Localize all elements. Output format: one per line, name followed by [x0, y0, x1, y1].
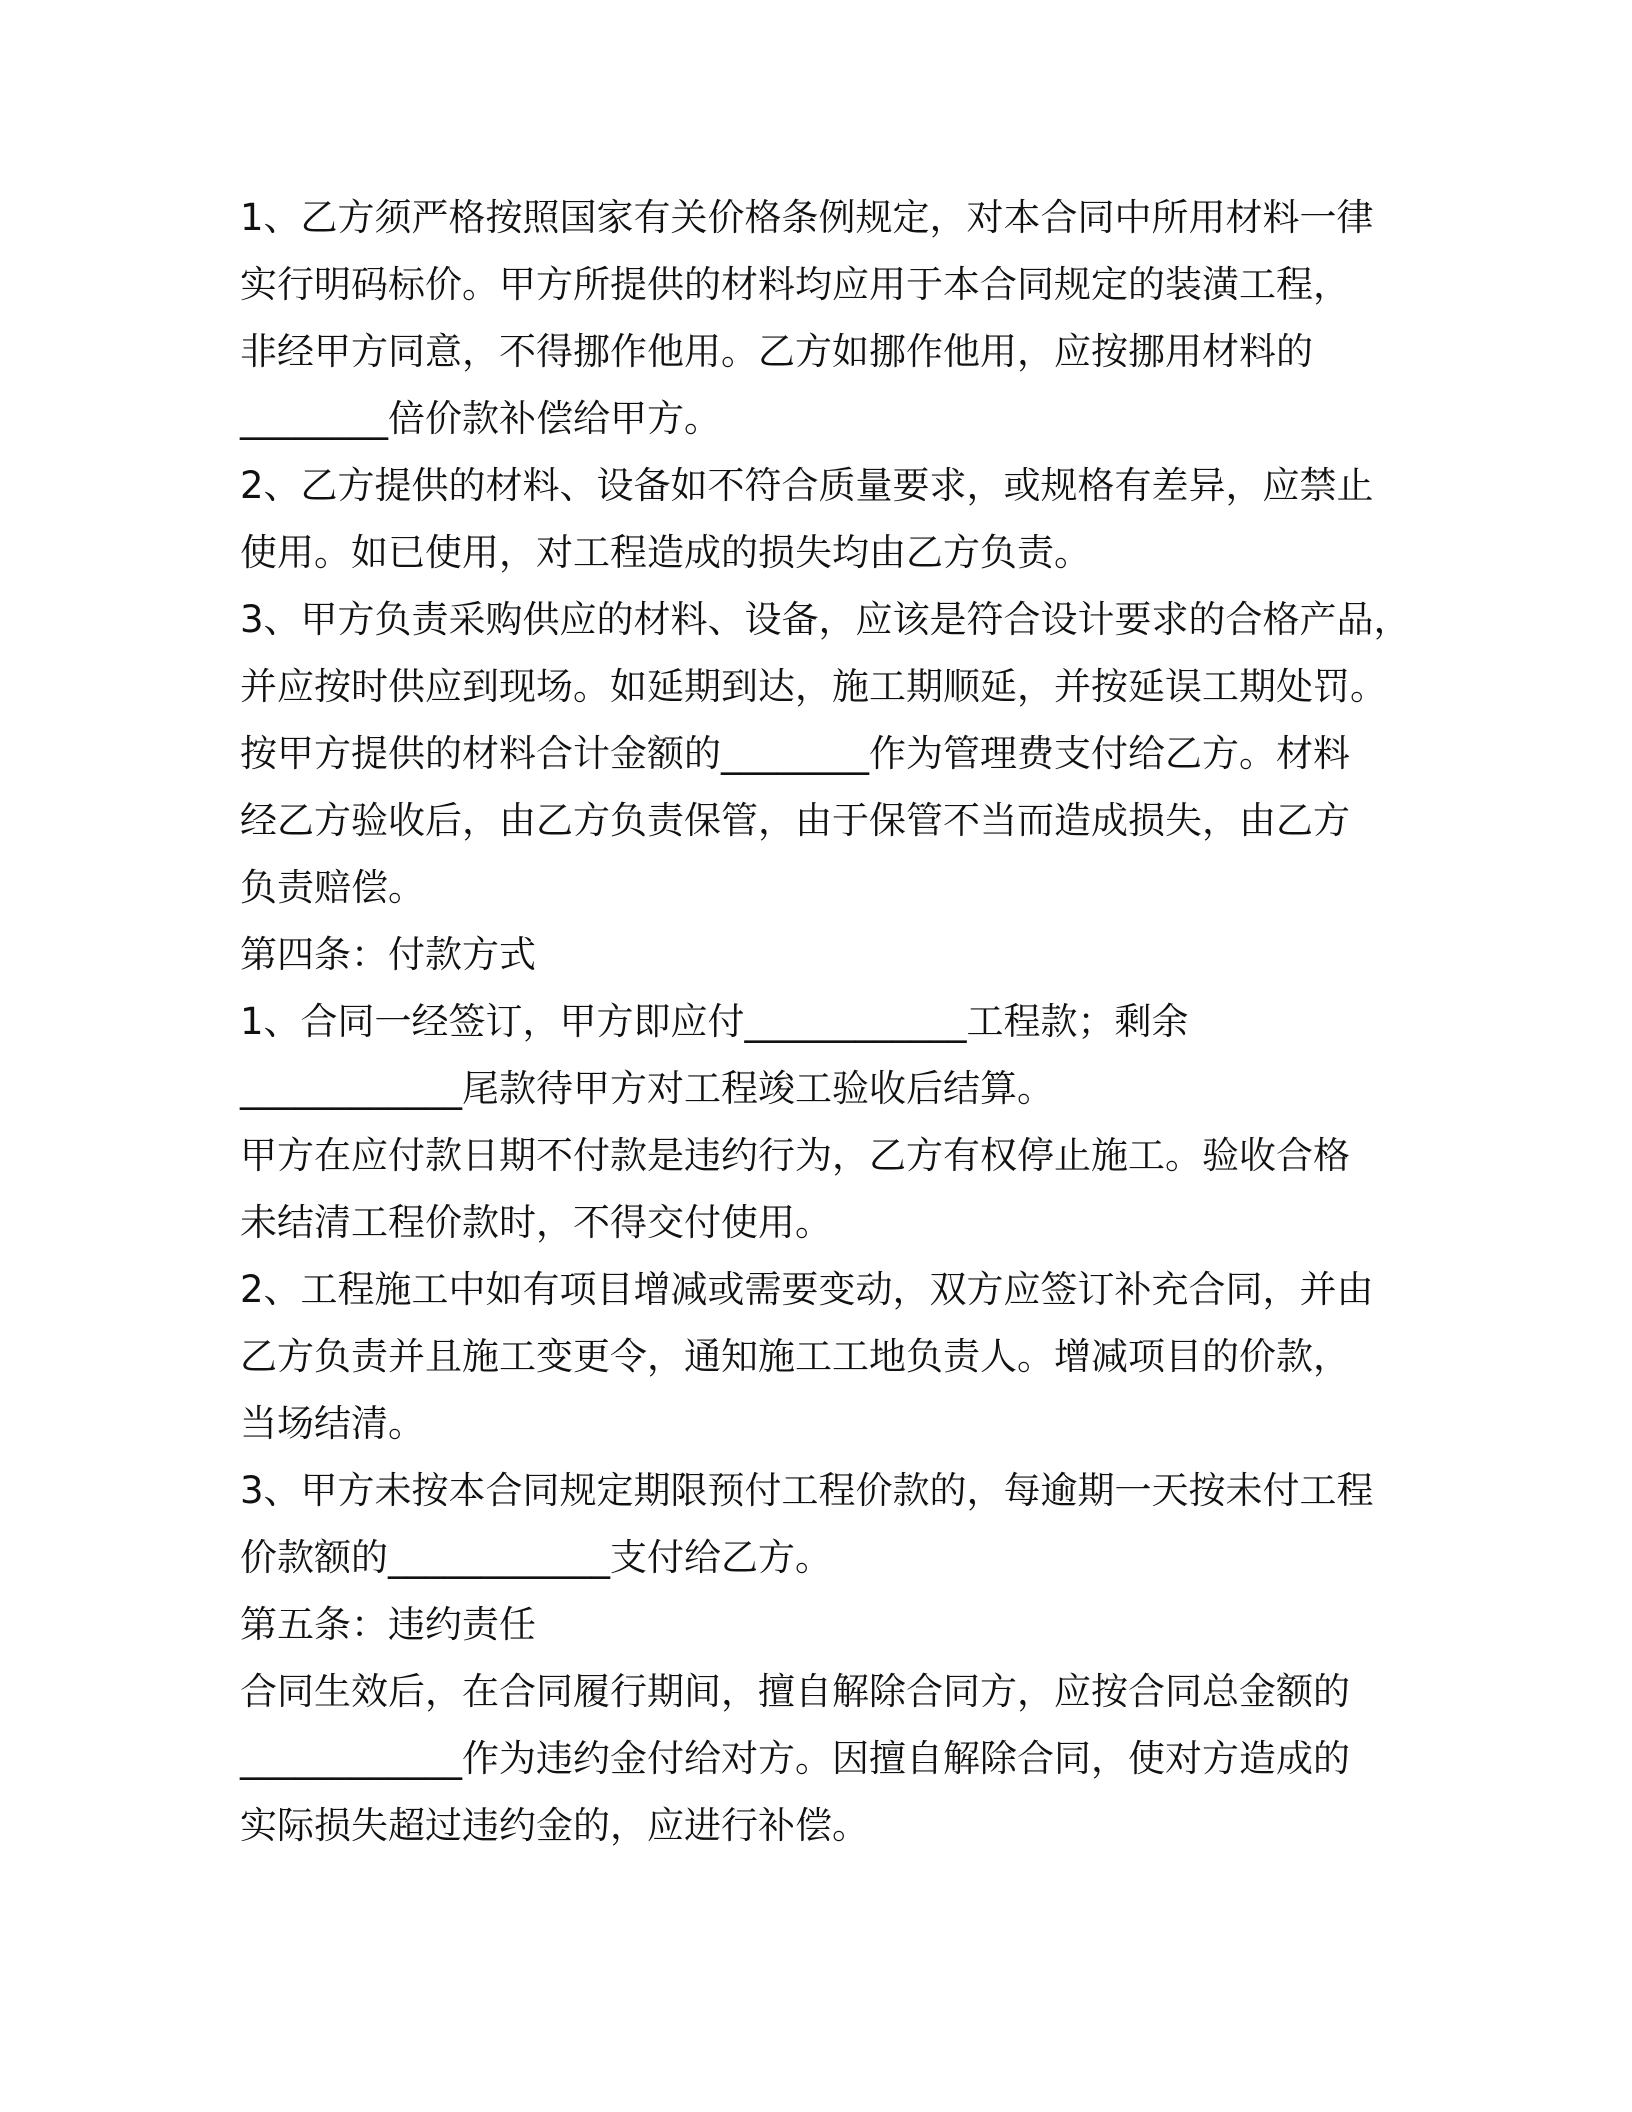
- text-line: 2、工程施工中如有项目增减或需要变动，双方应签订补充合同，并由: [240, 1268, 1374, 1311]
- text-line: 负责赔偿。: [240, 866, 425, 909]
- contract-text: [240, 184, 1480, 1859]
- text-line: 价款额的____________支付给乙方。: [240, 1536, 832, 1579]
- text-line: 3、甲方未按本合同规定期限预付工程价款的，每逾期一天按未付工程: [240, 1469, 1374, 1512]
- text-line: 非经甲方同意，不得挪作他用。乙方如挪作他用，应按挪用材料的: [240, 330, 1313, 373]
- text-line: 3、甲方负责采购供应的材料、设备，应该是符合设计要求的合格产品，: [240, 598, 1411, 641]
- text-line: 使用。如已使用，对工程造成的损失均由乙方负责。: [240, 531, 1091, 574]
- text-line: ________倍价款补偿给甲方。: [240, 397, 721, 440]
- text-line: 合同生效后，在合同履行期间，擅自解除合同方，应按合同总金额的: [240, 1670, 1350, 1713]
- text-line: ____________尾款待甲方对工程竣工验收后结算。: [240, 1067, 1054, 1110]
- section-heading: 第五条：违约责任: [240, 1603, 536, 1646]
- text-line: 实行明码标价。甲方所提供的材料均应用于本合同规定的装潢工程，: [240, 263, 1350, 306]
- text-line: 未结清工程价款时，不得交付使用。: [240, 1201, 832, 1244]
- text-line: 并应按时供应到现场。如延期到达，施工期顺延，并按延误工期处罚。: [240, 665, 1387, 708]
- text-line: 乙方负责并且施工变更令，通知施工工地负责人。增减项目的价款，: [240, 1335, 1350, 1378]
- text-line: 1、合同一经签订，甲方即应付____________工程款；剩余: [240, 1000, 1189, 1043]
- text-line: 当场结清。: [240, 1402, 425, 1445]
- text-line: 2、乙方提供的材料、设备如不符合质量要求，或规格有差异，应禁止: [240, 464, 1374, 507]
- text-line: 1、乙方须严格按照国家有关价格条例规定，对本合同中所用材料一律: [240, 196, 1374, 239]
- text-line: 甲方在应付款日期不付款是违约行为，乙方有权停止施工。验收合格: [240, 1134, 1350, 1177]
- text-line: 按甲方提供的材料合计金额的________作为管理费支付给乙方。材料: [240, 732, 1350, 775]
- text-line: ____________作为违约金付给对方。因擅自解除合同，使对方造成的: [240, 1737, 1350, 1780]
- text-line: 实际损失超过违约金的，应进行补偿。: [240, 1804, 869, 1847]
- section-heading: 第四条：付款方式: [240, 933, 536, 976]
- text-line: 经乙方验收后，由乙方负责保管，由于保管不当而造成损失，由乙方: [240, 799, 1350, 842]
